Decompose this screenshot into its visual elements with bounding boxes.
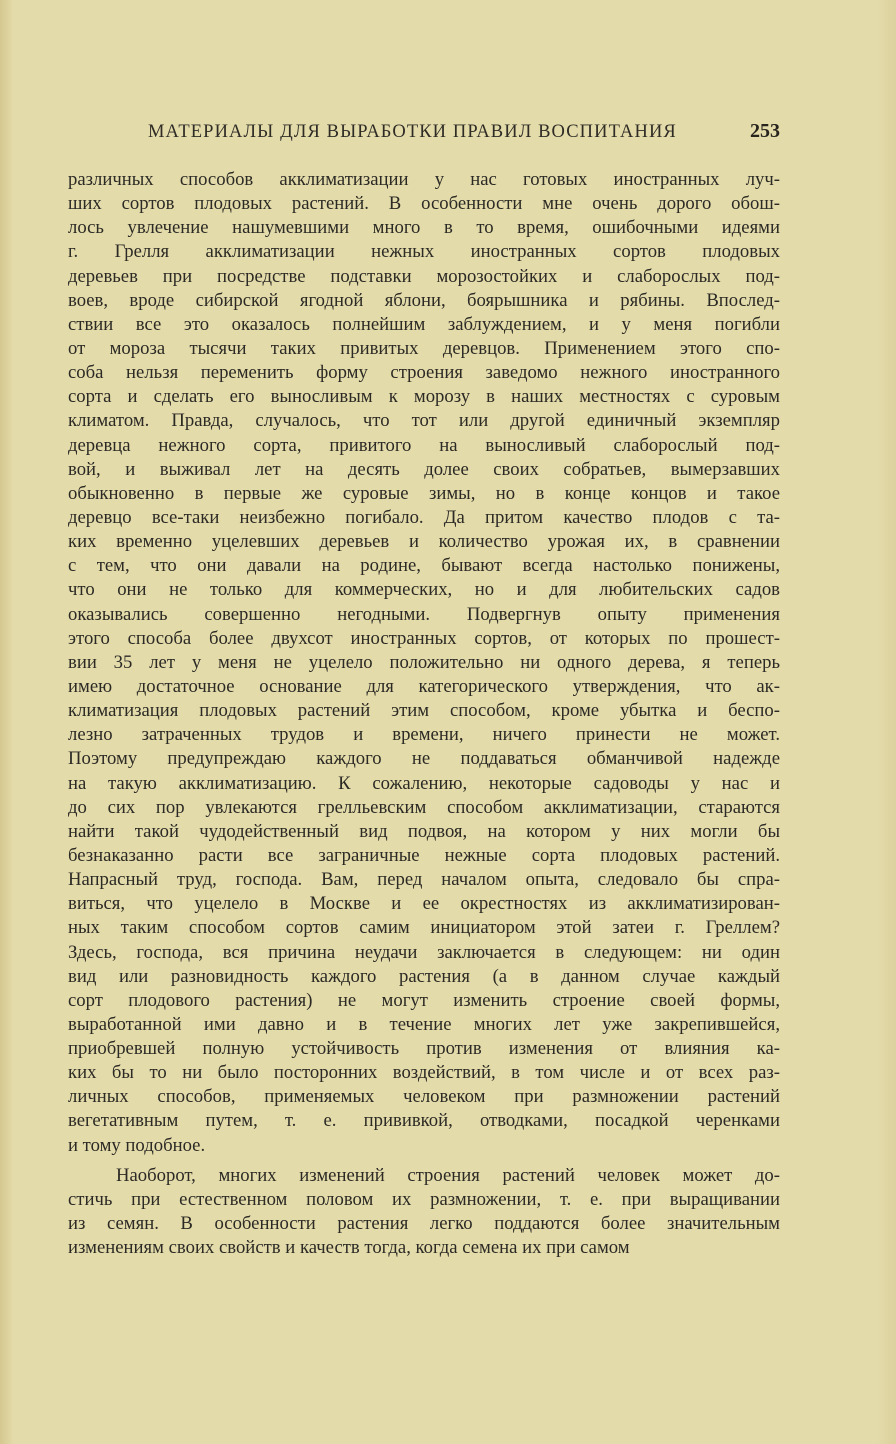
text-line: оказывались совершенно негодными. Подвергнув опыту применения (68, 603, 780, 625)
text-line: воев, вроде сибирской ягодной яблони, боярышника и рябины. Впослед- (68, 289, 780, 311)
text-line: вегетативным путем, т. е. прививкой, отводками, посадкой черенками (68, 1110, 780, 1132)
text-line: сорта и сделать его выносливым к морозу в наших местностях с суровым (68, 386, 780, 408)
text-line: ких бы то ни было посторонних воздействий, в том числе и от всех раз- (68, 1062, 780, 1084)
text-line: обыкновенно в первые же суровые зимы, но в конце концов и такое (68, 482, 780, 504)
text-line: сорт плодового растения) не могут изменить строение своей формы, (68, 989, 780, 1011)
text-line: до сих пор увлекаются грелльевским способом акклиматизации, стараются (68, 796, 780, 818)
text-line: из семян. В особенности растения легко поддаются более значительным (68, 1213, 780, 1235)
text-line: имею достаточное основание для категорического утверждения, что ак- (68, 675, 780, 697)
text-line: деревьев при посредстве подставки морозостойких и слаборослых под- (68, 265, 780, 287)
text-line: ных таким способом сортов самим инициатором этой затеи г. Греллем? (68, 917, 780, 939)
text-line: климатизация плодовых растений этим способом, кроме убытка и беспо- (68, 700, 780, 722)
paragraph (68, 1164, 780, 1261)
text-line: Здесь, господа, вся причина неудачи заключается в следующем: ни один (68, 941, 780, 963)
text-line: Наоборот, многих изменений строения растений человек может до- (116, 1164, 780, 1186)
text-line: виться, что уцелело в Москве и ее окрестностях из акклиматизирован- (68, 893, 780, 915)
text-line: от мороза тысячи таких привитых деревцов. Применением этого спо- (68, 337, 780, 359)
text-line: ствии все это оказалось полнейшим заблуждением, и у меня погибли (68, 313, 780, 335)
page-number: 253 (750, 120, 780, 142)
text-line: лось увлечение нашумевшими много в то время, ошибочными идеями (68, 217, 780, 239)
text-line: вой, и выживал лет на десять долее своих собратьев, вымерзавших (68, 458, 780, 480)
text-line: ших сортов плодовых растений. В особенности мне очень дорого обош- (68, 193, 780, 215)
text-line: г. Грелля акклиматизации нежных иностранных сортов плодовых (68, 241, 780, 263)
text-line: этого способа более двухсот иностранных сортов, от которых по прошест- (68, 627, 780, 649)
page-header (148, 118, 780, 152)
text-line: на такую акклиматизацию. К сожалению, некоторые садоводы у нас и (68, 772, 780, 794)
text-line: личных способов, применяемых человеком при размножении растений (68, 1086, 780, 1108)
text-line: вии 35 лет у меня не уцелело положительно ни одного дерева, я теперь (68, 651, 780, 673)
text-line: деревцо все-таки неизбежно погибало. Да притом качество плодов с та- (68, 506, 780, 528)
text-line: лезно затраченных трудов и времени, ничего принести не может. (68, 724, 780, 746)
text-line: вид или разновидность каждого растения (а в данном случае каждый (68, 965, 780, 987)
text-line: выработанной ими давно и в течение многих лет уже закрепившейся, (68, 1013, 780, 1035)
text-line: ких временно уцелевших деревьев и количество урожая их, в сравнении (68, 531, 780, 553)
text-line: соба нельзя переменить форму строения заведомо нежного иностранного (68, 362, 780, 384)
text-line: безнаказанно расти все заграничные нежные сорта плодовых растений. (68, 844, 780, 866)
paragraph (68, 168, 780, 1158)
text-line: стичь при естественном половом их размножении, т. е. при выращивании (68, 1188, 780, 1210)
text-line: различных способов акклиматизации у нас готовых иностранных луч- (68, 169, 780, 190)
text-line: и тому подобное. (68, 1134, 206, 1156)
text-line: приобревшей полную устойчивость против изменения от влияния ка- (68, 1038, 780, 1060)
running-title: МАТЕРИАЛЫ ДЛЯ ВЫРАБОТКИ ПРАВИЛ ВОСПИТАНИЯ (148, 122, 677, 142)
text-line: климатом. Правда, случалось, что тот или другой единичный экземпляр (68, 410, 780, 432)
text-line: Поэтому предупреждаю каждого не поддаваться обманчивой надежде (68, 748, 780, 770)
text-line: с тем, что они давали на родине, бывают всегда настолько понижены, (68, 555, 780, 577)
text-line: изменениям своих свойств и качеств тогда, когда семена их при самом (68, 1237, 630, 1259)
text-line: Напрасный труд, господа. Вам, перед началом опыта, следовало бы спра- (68, 869, 780, 891)
text-line: деревца нежного сорта, привитого на выносливый слаборослый под- (68, 434, 780, 456)
body-text (68, 168, 780, 1260)
text-line: найти такой чудодейственный вид подвоя, на котором у них могли бы (68, 820, 780, 842)
text-line: что они не только для коммерческих, но и для любительских садов (68, 579, 780, 601)
